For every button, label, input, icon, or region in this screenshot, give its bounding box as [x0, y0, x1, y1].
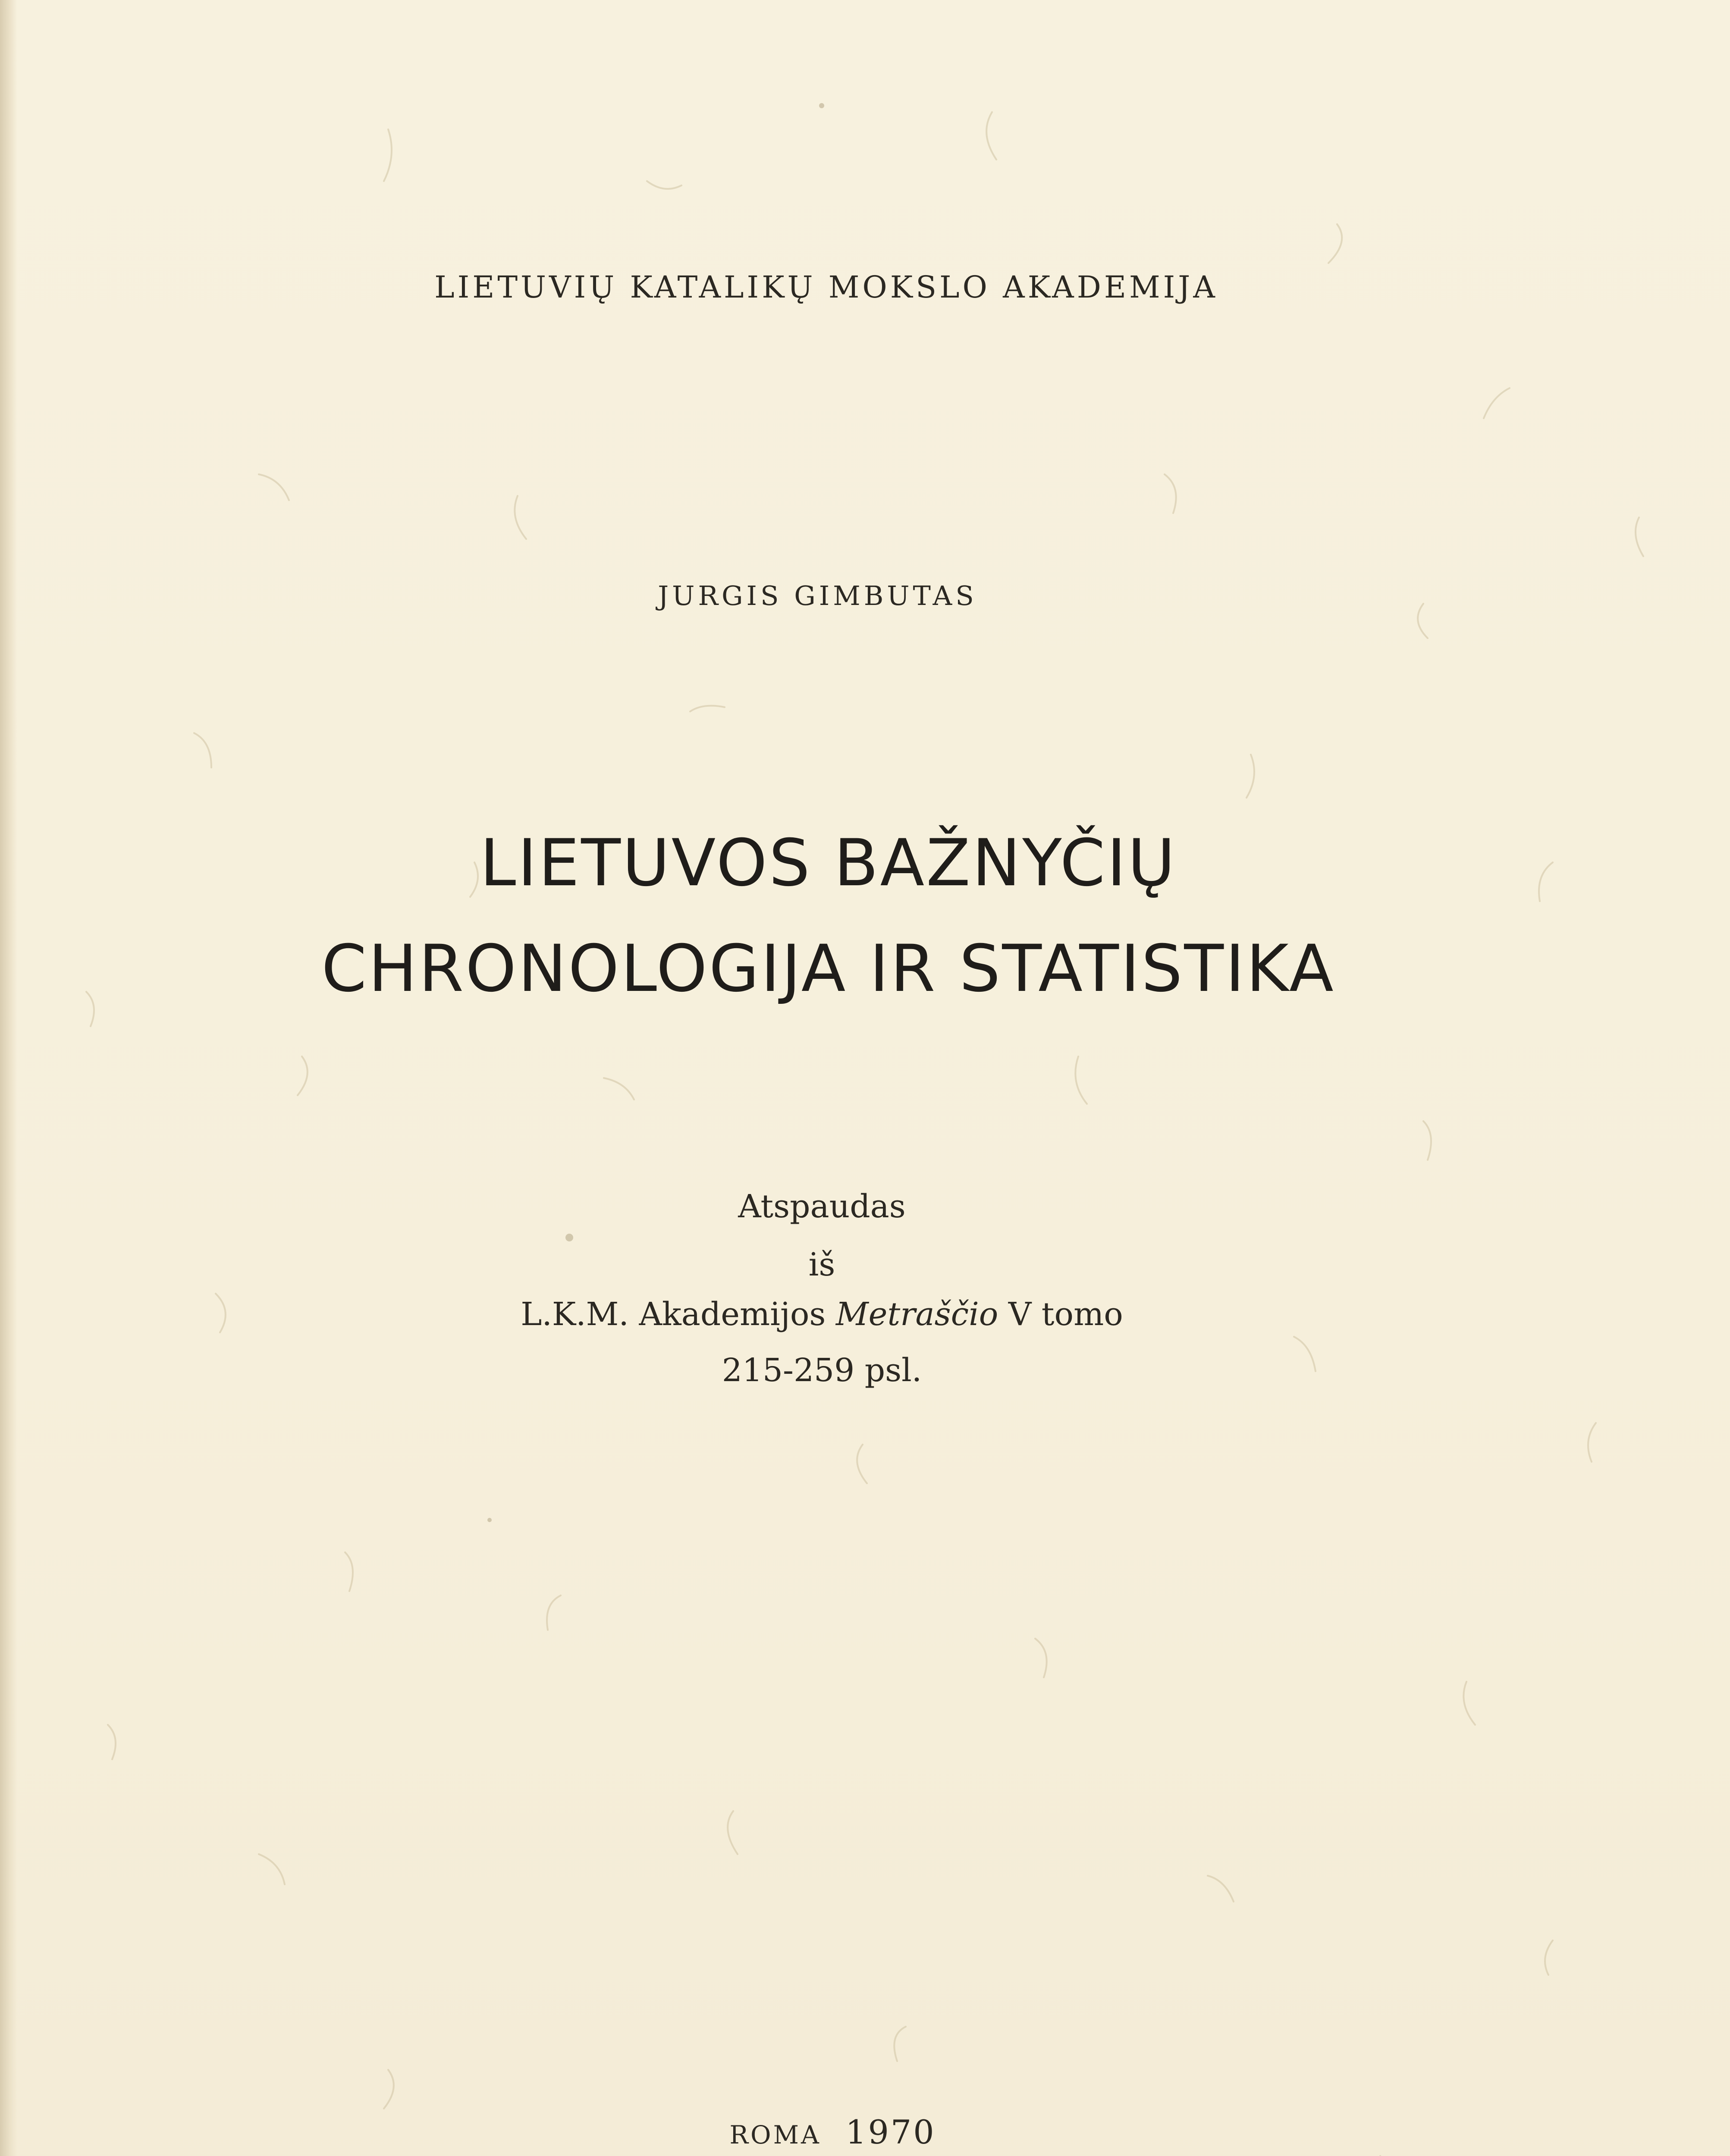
title-line-2: CHRONOLOGIJA IR STATISTIKA: [321, 931, 1335, 1006]
author-name: JURGIS GIMBUTAS: [658, 580, 977, 611]
offprint-source-italic: Metraščio: [835, 1296, 998, 1333]
offprint-source-prefix: L.K.M. Akademijos: [521, 1296, 836, 1333]
offprint-source-suffix: V tomo: [998, 1296, 1123, 1333]
offprint-pages: 215-259 psl.: [722, 1352, 922, 1389]
offprint-line-3: [0, 1296, 1687, 1333]
title-line-1: LIETUVOS BAŽNYČIŲ: [480, 826, 1177, 901]
page-edge-shadow: [0, 0, 17, 2156]
offprint-line-2: iš: [808, 1246, 835, 1283]
offprint-line-1: Atspaudas: [738, 1188, 906, 1225]
publication-place-year: [0, 2113, 1698, 2151]
publication-year: 1970: [845, 2113, 936, 2151]
publisher-name: LIETUVIŲ KATALIKŲ MOKSLO AKADEMIJA: [434, 270, 1218, 305]
publication-place: ROMA: [729, 2120, 821, 2150]
